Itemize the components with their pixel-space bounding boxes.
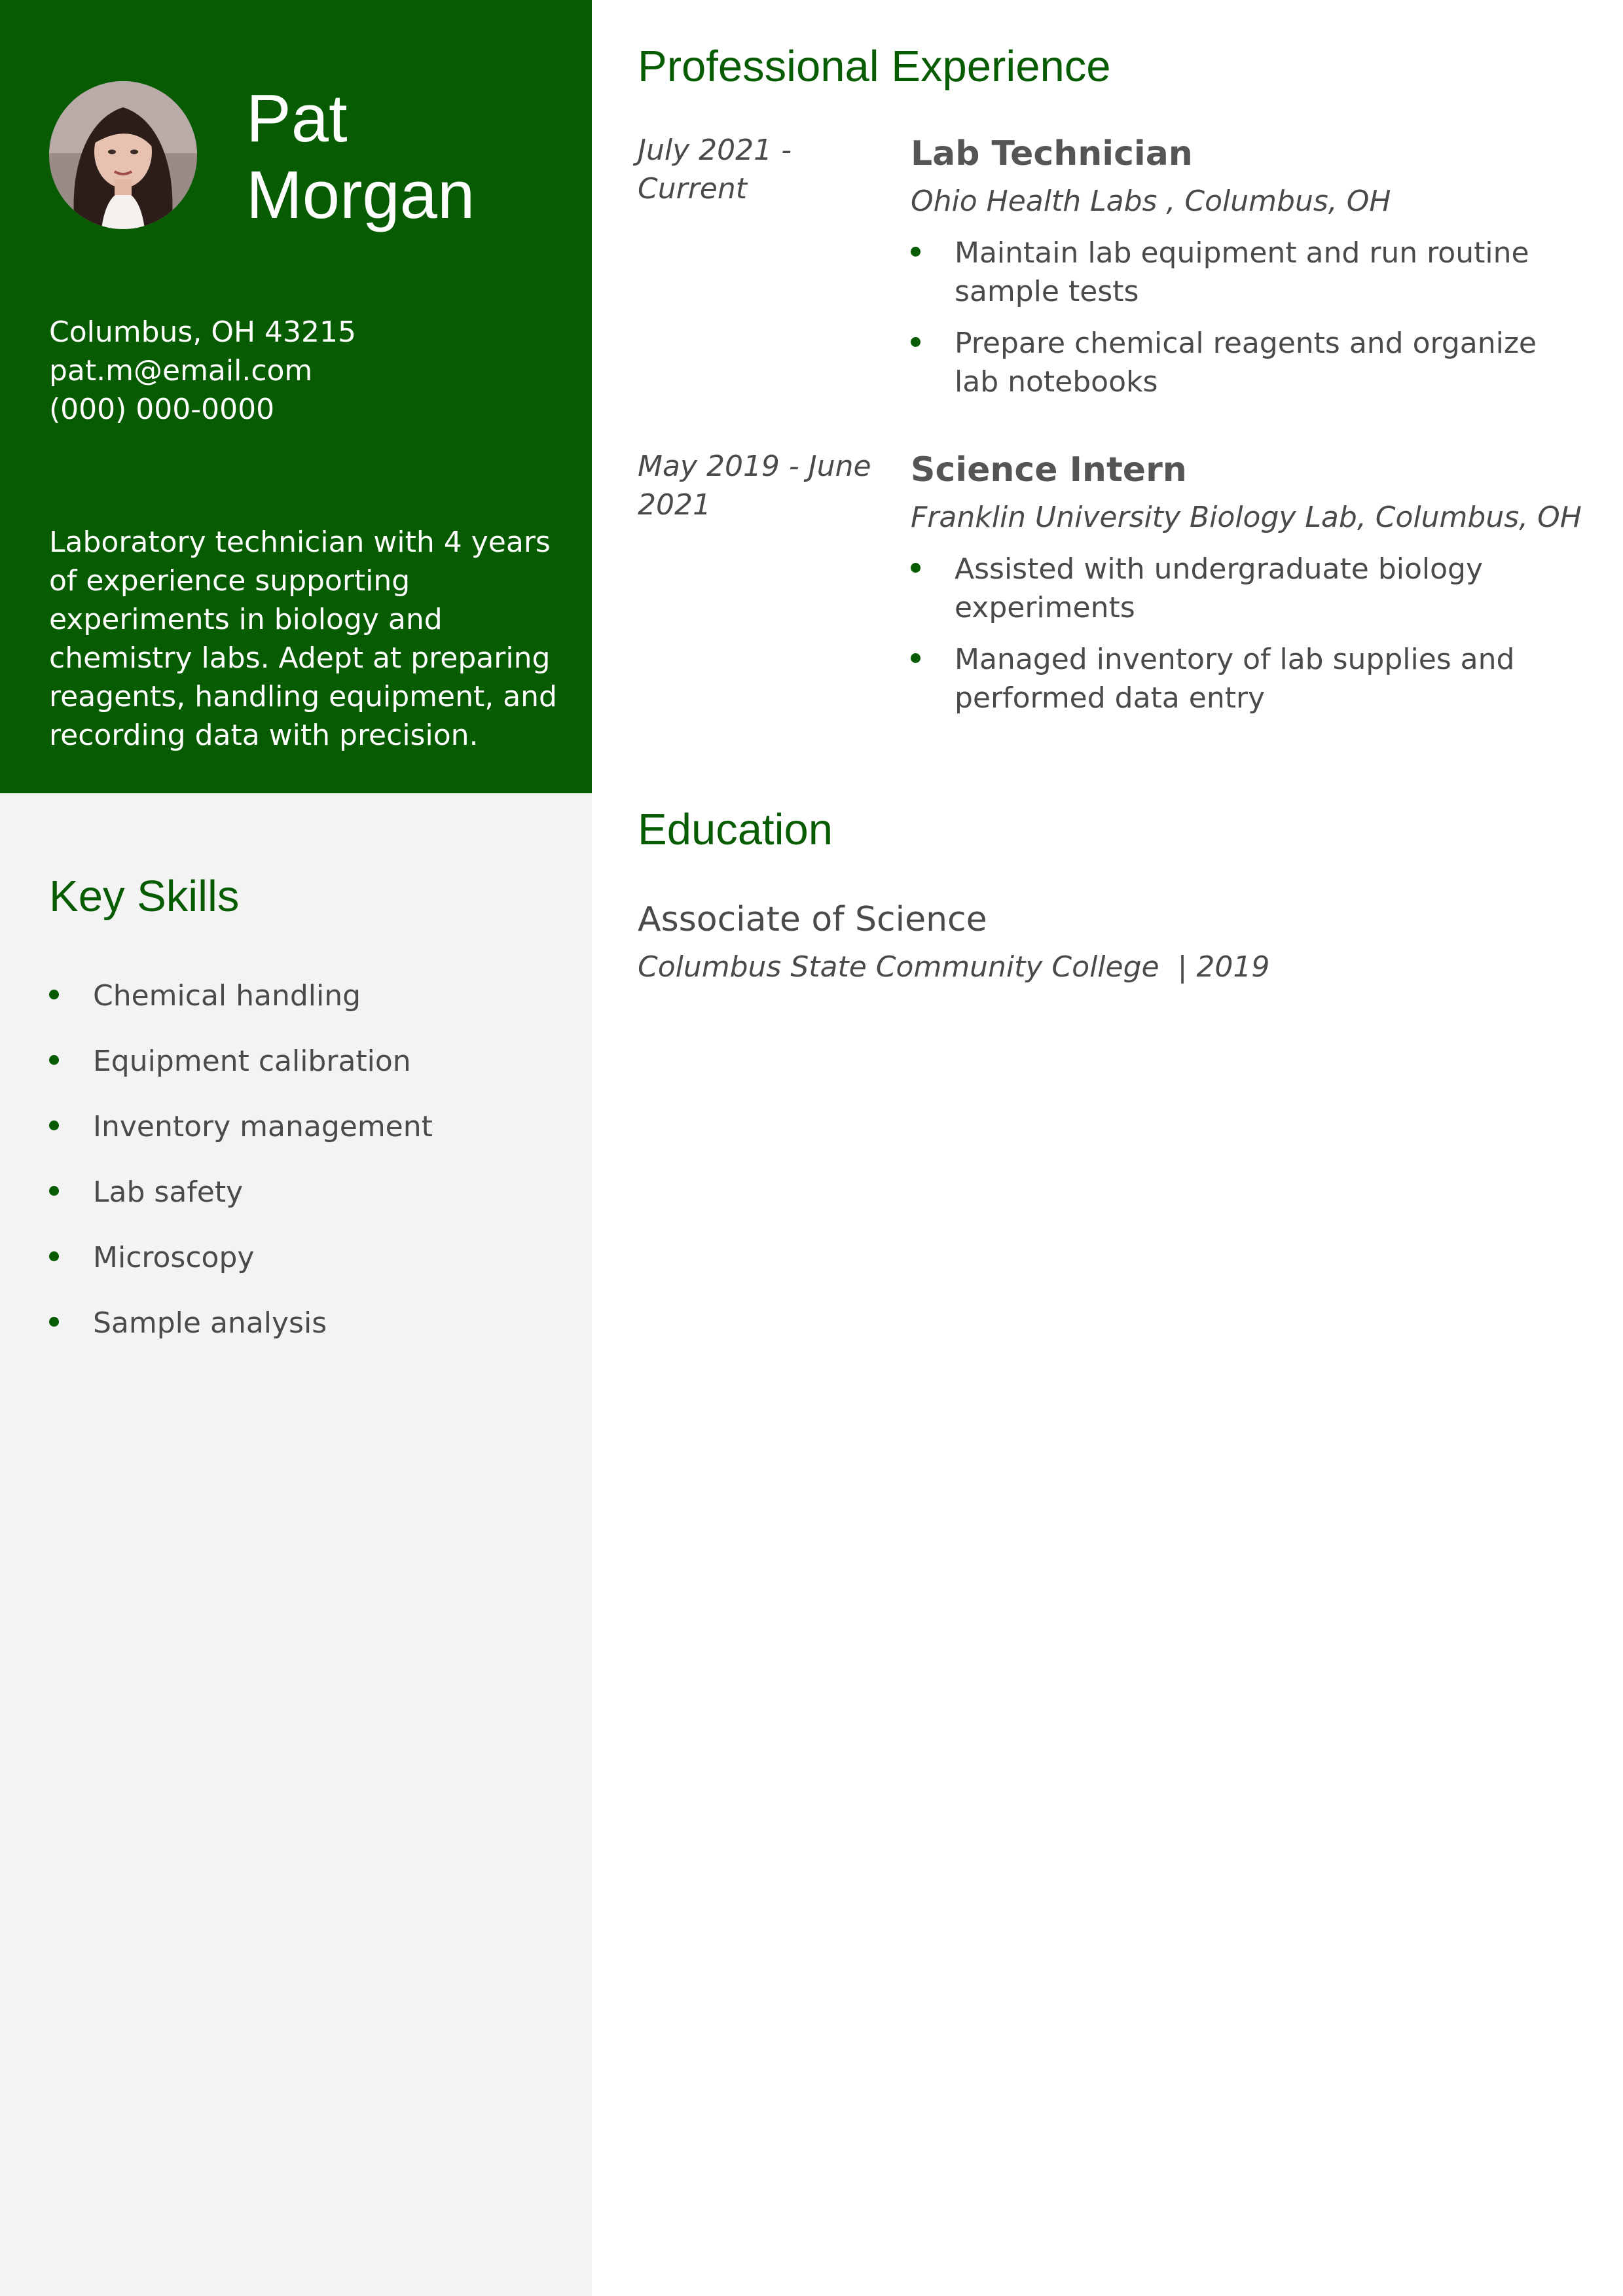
skill-item: [49, 1042, 560, 1107]
job-dates: May 2019 - June 2021: [638, 450, 871, 522]
skill-label: Sample analysis: [93, 1306, 327, 1340]
profile-photo: [49, 81, 197, 229]
job-bullet-text: Prepare chemical reagents and organize lab notebooks: [955, 327, 1537, 399]
bullet-dot-icon: [49, 1121, 59, 1130]
job-bullet: [911, 640, 1580, 717]
job-company: Ohio Health Labs , Columbus, OH: [911, 185, 1391, 218]
graduation-year: | 2019: [1168, 950, 1270, 984]
job-details: [911, 131, 1580, 414]
skill-label: Chemical handling: [93, 979, 361, 1013]
skill-item: [49, 977, 560, 1042]
profile-panel: [0, 0, 592, 793]
job-dates: July 2021 - Current: [638, 134, 792, 206]
job-bullets: [911, 234, 1580, 401]
degree-name: Associate of Science: [638, 900, 987, 939]
job-bullet: [911, 234, 1580, 311]
skills-heading: Key Skills: [49, 872, 240, 921]
bullet-dot-icon: [911, 247, 921, 257]
first-name: Pat: [246, 81, 348, 156]
job-bullet-text: Assisted with undergraduate biology experiments: [955, 552, 1484, 624]
school-name: Columbus State Community College: [638, 950, 1159, 984]
education-heading: Education: [638, 805, 833, 854]
bullet-dot-icon: [49, 1186, 59, 1196]
job-bullet-text: Managed inventory of lab supplies and performed data entry: [955, 643, 1515, 715]
contact-address: Columbus, OH 43215: [49, 315, 357, 349]
bullet-dot-icon: [911, 337, 921, 347]
job-title: Lab Technician: [911, 134, 1193, 173]
job-details: [911, 447, 1580, 730]
job-bullet-text: Maintain lab equipment and run routine sample tests: [955, 236, 1529, 308]
contact-info: [49, 313, 560, 429]
job-bullet: [911, 550, 1580, 627]
skill-item: [49, 1238, 560, 1304]
bullet-dot-icon: [911, 563, 921, 573]
bullet-dot-icon: [49, 1251, 59, 1261]
bullet-dot-icon: [49, 990, 59, 999]
bullet-dot-icon: [911, 653, 921, 663]
job-title: Science Intern: [911, 450, 1187, 490]
contact-email: pat.m@email.com: [49, 354, 313, 387]
experience-heading: Professional Experience: [638, 42, 1111, 91]
skill-item: [49, 1107, 560, 1173]
education-entry: [638, 897, 1580, 986]
skill-label: Inventory management: [93, 1110, 433, 1143]
skill-label: Microscopy: [93, 1241, 255, 1274]
contact-phone: (000) 000-0000: [49, 393, 275, 426]
skill-label: Lab safety: [93, 1175, 244, 1209]
job-bullet: [911, 324, 1580, 401]
avatar: [49, 81, 197, 229]
job-company: Franklin University Biology Lab, Columbus, OH: [911, 501, 1582, 534]
bullet-dot-icon: [49, 1055, 59, 1065]
job-bullets: [911, 550, 1580, 717]
skill-label: Equipment calibration: [93, 1045, 411, 1078]
professional-summary: Laboratory technician with 4 years of experience supporting experiments in biology and chemistry labs. Adept at preparing reagents, handling equipment, and recording data with precision.: [49, 526, 557, 752]
last-name: Morgan: [246, 157, 475, 232]
sidebar: [0, 0, 592, 2296]
skills-list: [49, 977, 560, 1369]
candidate-name: [246, 80, 574, 233]
skill-item: [49, 1173, 560, 1238]
school-line: [638, 948, 1580, 986]
skill-item: [49, 1304, 560, 1369]
bullet-dot-icon: [49, 1317, 59, 1327]
